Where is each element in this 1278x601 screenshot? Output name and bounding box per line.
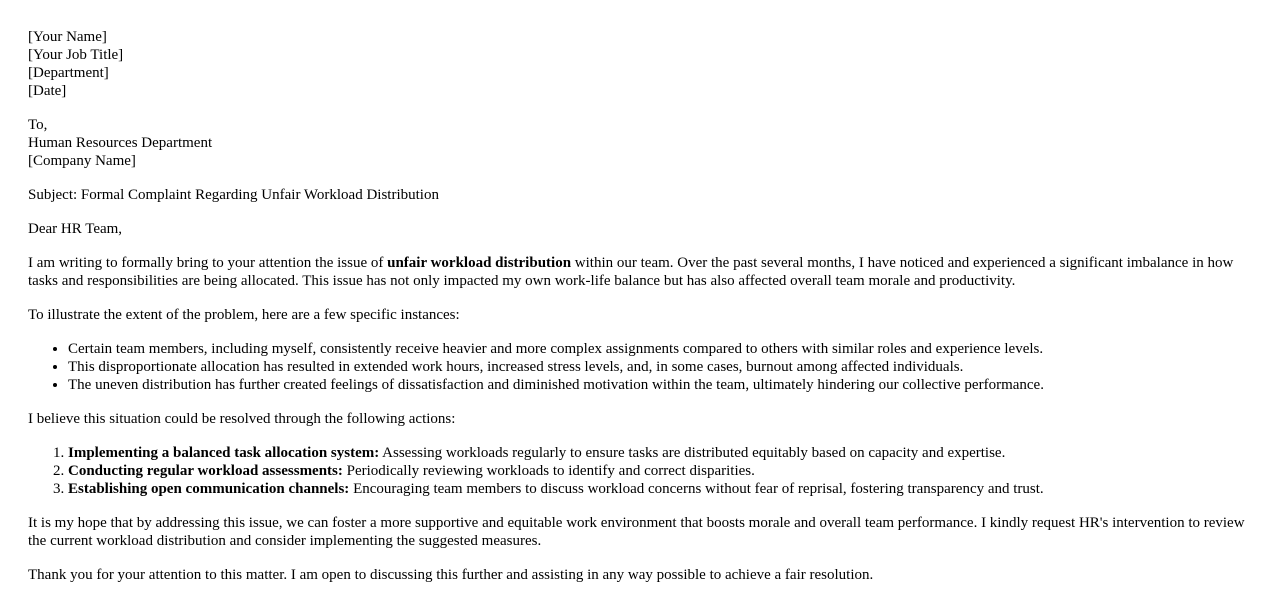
action-title: Implementing a balanced task allocation system: [68,445,380,461]
action-title: Conducting regular workload assessments: [68,463,343,479]
sender-department: [Department] [28,65,109,81]
intro-text-before: I am writing to formally bring to your attention the issue of [28,255,388,271]
list-item: • The uneven distribution has further created feelings of dissatisfaction and diminished motivation within the team, ultimately hindering our collective performance. [68,376,1250,394]
action-text: Periodically reviewing workloads to identify and correct disparities. [342,463,755,479]
sender-job-title: [Your Job Title] [28,47,124,63]
list-item: • This disproportionate allocation has resulted in extended work hours, increased stress levels, and, in some cases, burnout among affected individuals. [68,358,1250,376]
intro-text-after: within our team. Over the past several months, I have noticed and experienced a significant imbalance in how tasks and responsibilities are being allocated. This issue has not only impacted my own work-life balance but has also affected overall team morale and productivity. [28,255,1234,289]
recipient-block [28,116,1250,170]
actions-list [28,444,1250,498]
action-text: Encouraging team members to discuss workload concerns without fear of reprisal, fostering transparency and trust. [349,481,1044,497]
list-item [68,480,1250,498]
instances-intro: To illustrate the extent of the problem, here are a few specific instances: [28,307,460,323]
instances-list [28,340,1250,394]
sender-block [28,28,1250,100]
recipient-company: [Company Name] [28,153,136,169]
sender-name: [Your Name] [28,29,107,45]
action-title: Establishing open communication channels: [68,481,350,497]
list-item [68,444,1250,462]
intro-paragraph [28,254,1250,290]
list-item: • Certain team members, including myself, consistently receive heavier and more complex assignments compared to others with similar roles and experience levels. [68,340,1250,358]
recipient-to: To, [28,117,48,133]
thanks-paragraph: Thank you for your attention to this matter. I am open to discussing this further and assisting in any way possible to achieve a fair resolution. [28,567,874,583]
actions-intro: I believe this situation could be resolved through the following actions: [28,411,456,427]
list-item [68,462,1250,480]
closing-hope-paragraph: It is my hope that by addressing this issue, we can foster a more supportive and equitable work environment that boosts morale and overall team performance. I kindly request HR's intervention to review the current workload distribution and consider implementing the suggested measures. [28,515,1245,549]
intro-bold-phrase: unfair workload distribution [387,255,572,271]
recipient-department: Human Resources Department [28,135,213,151]
action-text: Assessing workloads regularly to ensure tasks are distributed equitably based on capacity and expertise. [379,445,1006,461]
salutation: Dear HR Team, [28,221,123,237]
subject-line: Subject: Formal Complaint Regarding Unfair Workload Distribution [28,187,439,203]
letter-date: [Date] [28,83,67,99]
